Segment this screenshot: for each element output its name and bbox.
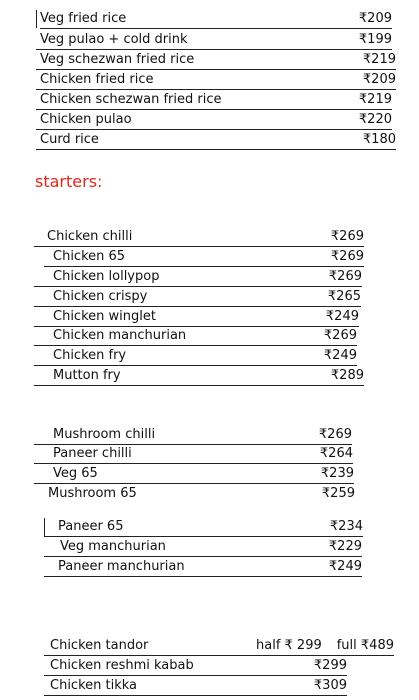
menu-row [44, 656, 347, 676]
item-name: Mutton fry [53, 368, 121, 383]
item-name: Veg manchurian [60, 539, 166, 554]
item-name: Paneer manchurian [58, 559, 185, 574]
item-price: ₹269 [318, 427, 352, 442]
menu-row [44, 537, 362, 557]
item-price: ₹299 [313, 658, 347, 673]
item-name: Chicken lollypop [53, 269, 160, 284]
item-price: ₹239 [320, 466, 354, 481]
item-name: Veg pulao + cold drink [40, 32, 188, 47]
menu-row [40, 9, 392, 29]
item-price: ₹259 [321, 486, 355, 501]
item-price: ₹249 [328, 559, 362, 574]
item-name: Chicken schezwan fried rice [40, 92, 222, 107]
item-price: ₹220 [358, 112, 392, 127]
item-name: Chicken pulao [40, 112, 132, 127]
menu-row [34, 267, 362, 287]
menu-row [36, 30, 392, 50]
menu-row [36, 130, 396, 150]
menu-row [34, 366, 364, 386]
item-price: ₹309 [313, 678, 347, 693]
item-name: Chicken winglet [53, 309, 156, 324]
menu-row [34, 227, 364, 247]
menu-row [44, 636, 394, 656]
item-name: Curd rice [40, 132, 99, 147]
starters-heading: starters: [35, 172, 103, 191]
item-price: ₹209 [362, 72, 396, 87]
item-price: ₹219 [358, 92, 392, 107]
item-price: ₹229 [328, 539, 362, 554]
item-price: ₹209 [358, 11, 392, 26]
menu-row [36, 90, 392, 110]
menu-row [34, 326, 357, 346]
item-name: Chicken chilli [47, 229, 133, 244]
item-name: Veg 65 [53, 466, 98, 481]
item-price: ₹265 [327, 289, 361, 304]
item-name: Chicken 65 [53, 249, 126, 264]
item-name: Chicken fry [53, 348, 127, 363]
menu-row [34, 444, 353, 464]
menu-row [34, 346, 357, 366]
item-name: Paneer chilli [53, 446, 132, 461]
menu-row [34, 307, 359, 327]
menu-row [44, 676, 347, 696]
item-name: Chicken tikka [50, 678, 138, 693]
item-price-full: full ₹489 [336, 638, 394, 653]
menu-row [44, 557, 362, 577]
item-price: ₹264 [319, 446, 353, 461]
item-price: ₹249 [323, 348, 357, 363]
item-price: ₹269 [328, 269, 362, 284]
item-name: Mushroom chilli [53, 427, 156, 442]
item-name: Veg fried rice [40, 11, 127, 26]
menu-row [36, 70, 396, 90]
item-price: ₹249 [325, 309, 359, 324]
menu-row [48, 484, 355, 503]
item-price: ₹219 [362, 52, 396, 67]
menu-row [34, 464, 354, 484]
menu-row [34, 287, 361, 307]
item-name: Chicken manchurian [53, 328, 187, 343]
item-price: ₹269 [330, 249, 364, 264]
item-price-half: half ₹ 299 [256, 638, 322, 653]
item-name: Mushroom 65 [48, 486, 137, 501]
item-price: ₹234 [329, 519, 363, 534]
item-name: Chicken tandor [50, 638, 149, 653]
item-price: ₹269 [330, 229, 364, 244]
item-price: ₹180 [362, 132, 396, 147]
item-name: Chicken fried rice [40, 72, 154, 87]
menu-row [36, 50, 396, 70]
margin-bar [36, 10, 37, 28]
menu-row [44, 517, 363, 537]
item-name: Chicken reshmi kabab [50, 658, 194, 673]
menu-row [34, 425, 352, 445]
item-price: ₹289 [330, 368, 364, 383]
item-name: Chicken crispy [53, 289, 148, 304]
item-price: ₹269 [323, 328, 357, 343]
item-price: ₹199 [358, 32, 392, 47]
menu-row [44, 247, 364, 267]
item-name: Paneer 65 [58, 519, 124, 534]
menu-row [36, 110, 392, 130]
item-name: Veg schezwan fried rice [40, 52, 195, 67]
